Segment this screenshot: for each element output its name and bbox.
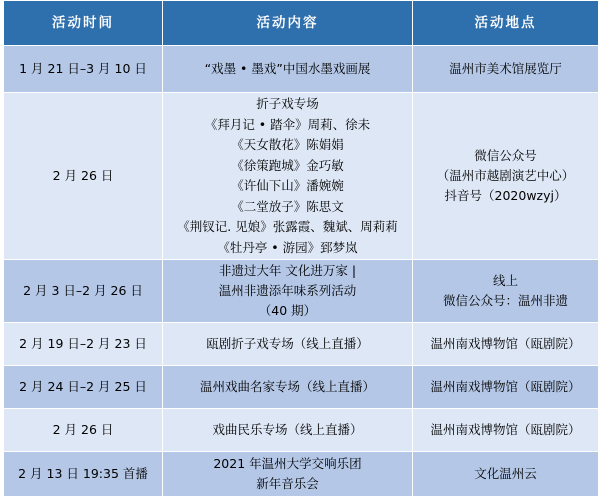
- content-line: 温州非遗添年味系列活动: [218, 283, 357, 298]
- header-content: 活动内容: [163, 1, 413, 46]
- content-line: 折子戏专场: [256, 96, 319, 111]
- table-row: [4, 46, 599, 93]
- place-line: 温州南戏博物馆（瓯剧院）: [430, 422, 581, 437]
- row-place: [413, 323, 599, 366]
- header-row: [4, 1, 599, 46]
- table-row: [4, 93, 599, 260]
- place-line: （温州市越剧演艺中心）: [436, 168, 575, 183]
- content-line: 温州戏曲名家专场（线上直播）: [199, 379, 375, 394]
- row-content: [163, 366, 413, 409]
- event-schedule-table: [3, 0, 599, 497]
- row-place: [413, 366, 599, 409]
- row-place: [413, 260, 599, 323]
- row-place: [413, 46, 599, 93]
- row-time: 2 月 3 日–2 月 26 日: [4, 260, 163, 323]
- place-line: 文化温州云: [474, 466, 537, 481]
- row-time: 1 月 21 日–3 月 10 日: [4, 46, 163, 93]
- header-time: 活动时间: [4, 1, 163, 46]
- row-time: 2 月 26 日: [4, 93, 163, 260]
- row-content: [163, 452, 413, 497]
- row-place: [413, 452, 599, 497]
- table-row: [4, 323, 599, 366]
- content-line: 《牡丹亭 • 游园》郅梦岚: [217, 239, 358, 255]
- row-place: [413, 93, 599, 260]
- content-line: 戏曲民乐专场（线上直播）: [212, 422, 363, 437]
- content-line: 《许仙下山》潘婉婉: [231, 178, 344, 193]
- row-time: 2 月 24 日–2 月 25 日: [4, 366, 163, 409]
- row-content: [163, 260, 413, 323]
- row-time: 2 月 13 日 19:35 首播: [4, 452, 163, 497]
- content-line: 《天女散花》陈娟娟: [231, 137, 344, 152]
- row-content: [163, 409, 413, 452]
- table-row: [4, 409, 599, 452]
- header-place: 活动地点: [413, 1, 599, 46]
- content-line: 《荆钗记. 见娘》张露霞、魏斌、周莉莉: [177, 219, 398, 234]
- table-row: [4, 260, 599, 323]
- row-content: [163, 46, 413, 93]
- place-line: 微信公众号：温州非遗: [442, 293, 568, 308]
- content-line: 2021 年温州大学交响乐团: [213, 456, 362, 471]
- content-line: （40 期）: [258, 303, 317, 318]
- content-line: 非遗过大年 文化进万家 |: [218, 263, 357, 278]
- place-line: 抖音号（2020wzyj）: [444, 188, 567, 203]
- place-line: 温州南戏博物馆（瓯剧院）: [430, 336, 581, 351]
- content-line: 《拜月记 • 踏伞》周莉、徐未: [204, 116, 371, 132]
- row-content: [163, 93, 413, 260]
- row-content: [163, 323, 413, 366]
- content-line: 新年音乐会: [256, 476, 319, 491]
- table-row: [4, 452, 599, 497]
- row-place: [413, 409, 599, 452]
- row-time: 2 月 26 日: [4, 409, 163, 452]
- table-row: [4, 366, 599, 409]
- place-line: 温州市美术馆展览厅: [449, 61, 562, 76]
- row-time: 2 月 19 日–2 月 23 日: [4, 323, 163, 366]
- place-line: 微信公众号: [474, 148, 537, 163]
- place-line: 线上: [492, 273, 518, 288]
- content-line: 《徐策跑城》金巧敏: [231, 157, 344, 173]
- place-line: 温州南戏博物馆（瓯剧院）: [430, 379, 581, 394]
- content-line: “戏墨 • 墨戏”中国水墨戏画展: [204, 61, 371, 76]
- content-line: 《二堂放子》陈思文: [231, 198, 344, 214]
- content-line: 瓯剧折子戏专场（线上直播）: [206, 336, 369, 351]
